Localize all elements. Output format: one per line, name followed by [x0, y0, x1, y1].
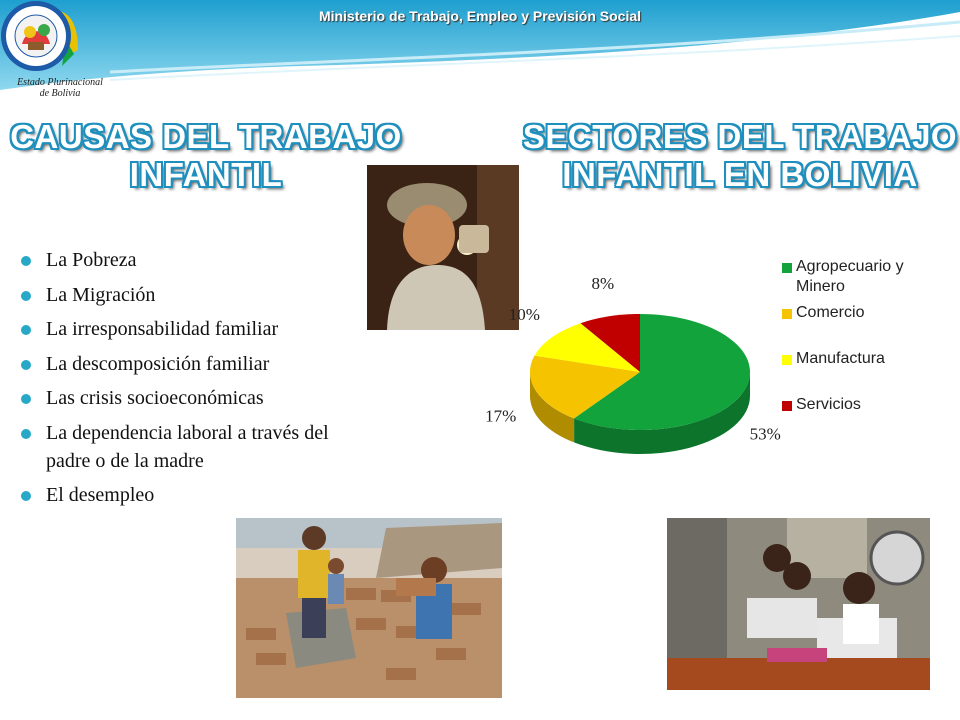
country-label [6, 77, 114, 99]
slide-header [0, 0, 960, 99]
cause-text: La descomposición familiar [46, 352, 270, 375]
bullet-icon [21, 360, 31, 370]
legend-swatch [782, 355, 792, 365]
cause-text: La dependencia laboral a través del padre o de la madre [46, 421, 329, 472]
bullet-icon [21, 394, 31, 404]
cause-item [20, 419, 365, 475]
bullet-icon [21, 325, 31, 335]
country-line-1: Estado Plurinacional [17, 77, 103, 88]
legend-label: Manufactura [796, 350, 885, 367]
causes-title-line-2: INFANTIL [129, 156, 283, 193]
bullet-icon [21, 491, 31, 501]
causes-title-line-1: CAUSAS DEL TRABAJO [10, 118, 402, 155]
cause-text: Las crisis socioeconómicas [46, 387, 264, 409]
cause-item [20, 315, 365, 343]
cause-item [20, 350, 365, 378]
causes-list [20, 246, 365, 516]
cause-text: La irresponsabilidad familiar [46, 318, 279, 340]
sectors-title [520, 118, 960, 194]
legend-label: Agropecuario y Minero [796, 258, 904, 295]
cause-item [20, 384, 365, 412]
legend-label: Comercio [796, 304, 865, 321]
ministry-seal-icon [0, 0, 72, 72]
cause-item [20, 281, 365, 309]
pie-value-label: 8% [591, 274, 615, 294]
children-sewing-photo [667, 518, 930, 690]
pie-value-label: 53% [749, 424, 781, 444]
cause-item [20, 481, 365, 509]
pie-value-label: 10% [508, 305, 540, 325]
cause-text: El desempleo [46, 484, 155, 506]
cause-text: La Migración [46, 283, 156, 306]
legend-swatch [782, 263, 792, 273]
causes-title [10, 118, 402, 194]
child-miner-photo [367, 165, 519, 330]
legend-swatch [782, 309, 792, 319]
pie-value-label: 17% [485, 406, 517, 426]
cause-item [20, 246, 365, 274]
bullet-icon [21, 256, 31, 266]
cause-text: La Pobreza [46, 249, 137, 271]
legend-label: Servicios [796, 396, 861, 413]
ministry-name: Ministerio de Trabajo, Empleo y Previsión Social [318, 8, 642, 24]
sectors-title-line-2: INFANTIL EN BOLIVIA [562, 156, 918, 193]
bullet-icon [21, 429, 31, 439]
sectors-title-line-1: SECTORES DEL TRABAJO [522, 118, 958, 155]
country-line-2: de Bolivia [39, 88, 81, 99]
child-brick-workers-photo [236, 518, 502, 698]
legend-swatch [782, 401, 792, 411]
bullet-icon [21, 291, 31, 301]
